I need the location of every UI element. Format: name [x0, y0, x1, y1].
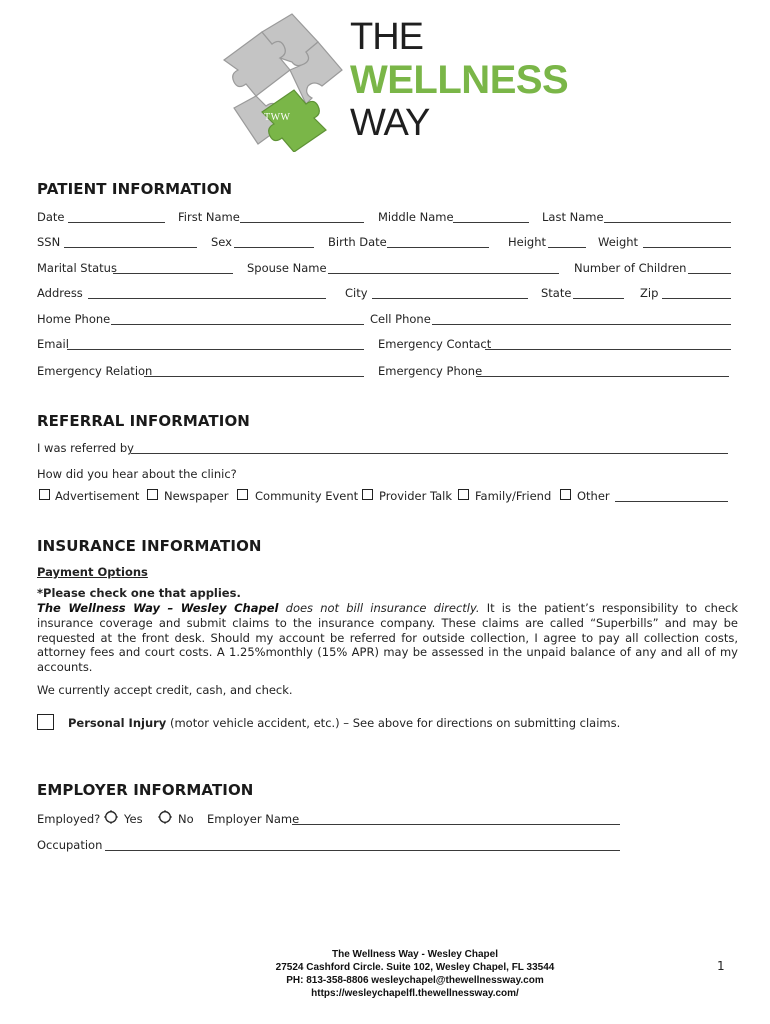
weight-field[interactable]: [643, 247, 731, 248]
cell-phone-label: Cell Phone: [370, 312, 431, 326]
logo-word-way: WAY: [350, 102, 430, 144]
payment-options-heading: Payment Options: [37, 565, 148, 579]
referral-information-title: REFERRAL INFORMATION: [37, 412, 250, 430]
footer-clinic-name: The Wellness Way - Wesley Chapel: [332, 949, 498, 960]
provider-talk-label: Provider Talk: [379, 489, 453, 503]
check-one-instruction: *Please check one that applies.: [37, 586, 241, 600]
insurance-paragraph: [37, 601, 738, 675]
address-field[interactable]: [88, 298, 326, 299]
family-friend-label: Family/Friend: [475, 489, 552, 503]
emergency-contact-label: Emergency Contact: [378, 337, 492, 351]
no-radio-icon[interactable]: [158, 810, 172, 824]
home-phone-field[interactable]: [111, 324, 364, 325]
insurance-paragraph-text: It is the patient’s responsibility to check insurance coverage and submit claims to the insurance company. These claims are called “Superbills” and may be requested at the front desk. Should my account be referred for outside collection, I agree to pay all collection costs, attorney fees and court costs. A 1.25%monthly (15% APR) may be assessed in the unpaid balance of any and all of my accounts.: [37, 601, 739, 675]
height-field[interactable]: [548, 247, 586, 248]
city-label: City: [345, 286, 368, 300]
first-name-label: First Name: [178, 210, 240, 224]
emergency-contact-field[interactable]: [485, 349, 731, 350]
logo-badge: TWW: [264, 112, 291, 123]
date-field[interactable]: [68, 222, 165, 223]
first-name-field[interactable]: [240, 222, 364, 223]
other-label: Other: [577, 489, 610, 503]
no-bill-statement: does not bill insurance directly.: [285, 601, 480, 615]
yes-label: Yes: [124, 812, 143, 826]
ssn-label: SSN: [37, 235, 61, 249]
spouse-name-field[interactable]: [328, 273, 559, 274]
other-checkbox[interactable]: [560, 489, 571, 500]
clinic-name: The Wellness Way – Wesley Chapel: [37, 601, 279, 615]
cell-phone-field[interactable]: [432, 324, 731, 325]
yes-radio-icon[interactable]: [104, 810, 118, 824]
puzzle-logo-icon: [214, 12, 344, 152]
date-label: Date: [37, 210, 65, 224]
advertisement-checkbox[interactable]: [39, 489, 50, 500]
personal-injury-text: (motor vehicle accident, etc.) – See above for directions on submitting claims.: [169, 716, 621, 730]
family-friend-checkbox[interactable]: [458, 489, 469, 500]
employer-information-title: EMPLOYER INFORMATION: [37, 781, 254, 799]
referred-by-label: I was referred by: [37, 441, 134, 455]
insurance-information-title: INSURANCE INFORMATION: [37, 537, 262, 555]
marital-status-field[interactable]: [113, 273, 233, 274]
home-phone-label: Home Phone: [37, 312, 111, 326]
no-label: No: [178, 812, 194, 826]
state-label: State: [541, 286, 572, 300]
middle-name-field[interactable]: [453, 222, 529, 223]
personal-injury-label: [68, 716, 620, 730]
employer-name-field[interactable]: [292, 824, 620, 825]
emergency-phone-field[interactable]: [476, 376, 729, 377]
community-event-checkbox[interactable]: [237, 489, 248, 500]
birth-date-label: Birth Date: [328, 235, 387, 249]
accepted-payments: We currently accept credit, cash, and check.: [37, 683, 293, 697]
hear-about-question: How did you hear about the clinic?: [37, 467, 237, 481]
footer-website: https://wesleychapelfl.thewellnessway.com/: [311, 988, 519, 999]
logo-word-wellness: WELLNESS: [350, 58, 569, 102]
newspaper-label: Newspaper: [164, 489, 229, 503]
birth-date-field[interactable]: [387, 247, 489, 248]
spouse-name-label: Spouse Name: [247, 261, 327, 275]
last-name-label: Last Name: [542, 210, 604, 224]
last-name-field[interactable]: [604, 222, 731, 223]
other-field[interactable]: [615, 501, 728, 502]
personal-injury-bold: Personal Injury: [68, 716, 167, 730]
newspaper-checkbox[interactable]: [147, 489, 158, 500]
page-number: 1: [717, 959, 725, 973]
provider-talk-checkbox[interactable]: [362, 489, 373, 500]
employer-name-label: Employer Name: [207, 812, 300, 826]
email-label: Email: [37, 337, 69, 351]
address-label: Address: [37, 286, 83, 300]
footer-phone-email: PH: 813-358-8806 wesleychapel@thewellnessway.com: [286, 975, 544, 986]
emergency-relation-label: Emergency Relation: [37, 364, 153, 378]
number-of-children-label: Number of Children: [574, 261, 687, 275]
number-of-children-field[interactable]: [688, 273, 731, 274]
email-field[interactable]: [67, 349, 364, 350]
sex-label: Sex: [211, 235, 232, 249]
footer-address: 27524 Cashford Circle. Suite 102, Wesley Chapel, FL 33544: [275, 962, 555, 973]
referred-by-field[interactable]: [131, 453, 728, 454]
zip-field[interactable]: [662, 298, 731, 299]
zip-label: Zip: [640, 286, 659, 300]
emergency-relation-field[interactable]: [144, 376, 364, 377]
ssn-field[interactable]: [64, 247, 197, 248]
personal-injury-checkbox[interactable]: [37, 714, 54, 730]
weight-label: Weight: [598, 235, 639, 249]
height-label: Height: [508, 235, 547, 249]
patient-information-title: PATIENT INFORMATION: [37, 180, 233, 198]
city-field[interactable]: [372, 298, 528, 299]
occupation-field[interactable]: [105, 850, 620, 851]
middle-name-label: Middle Name: [378, 210, 454, 224]
advertisement-label: Advertisement: [55, 489, 140, 503]
emergency-phone-label: Emergency Phone: [378, 364, 483, 378]
employed-label: Employed?: [37, 812, 101, 826]
community-event-label: Community Event: [255, 489, 359, 503]
sex-field[interactable]: [234, 247, 314, 248]
occupation-label: Occupation: [37, 838, 103, 852]
state-field[interactable]: [573, 298, 624, 299]
logo: [214, 12, 576, 152]
marital-status-label: Marital Status: [37, 261, 117, 275]
logo-word-the: THE: [350, 16, 423, 58]
